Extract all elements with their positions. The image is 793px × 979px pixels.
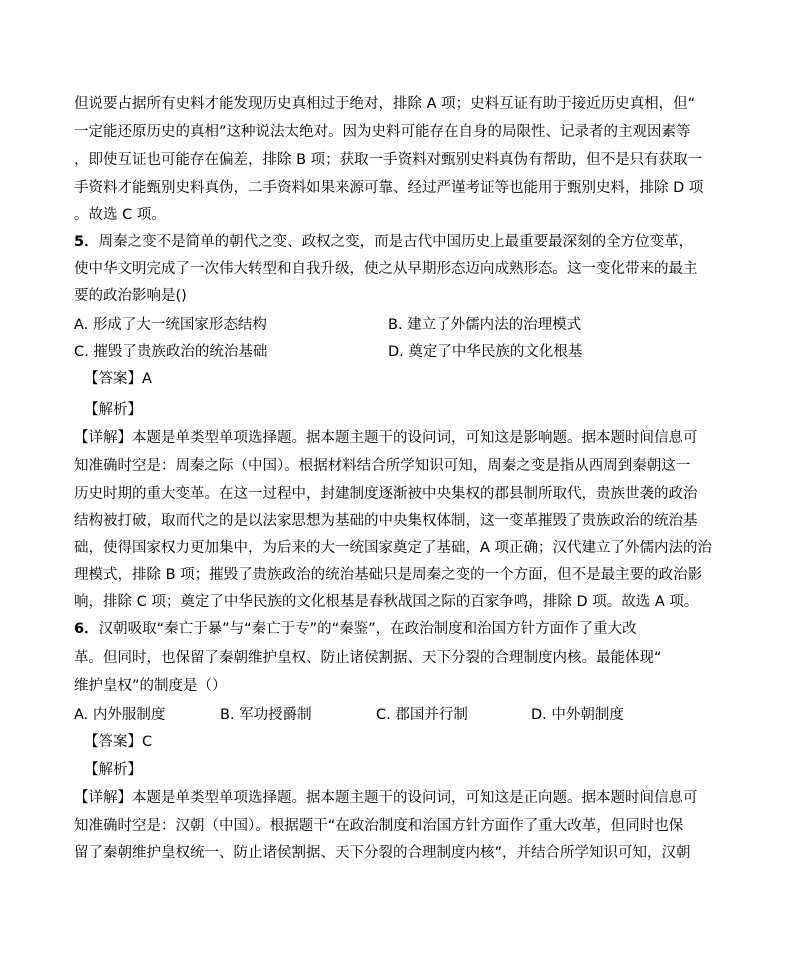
q6-stem-line-3: 维护皇权”的制度是（） [74, 678, 227, 694]
prev-analysis-line: 。故选 C 项。 [74, 207, 166, 223]
q5-detail-line: 理模式，排除 B 项；摧毁了贵族政治的统治基础只是周秦之变的一个方面，但不是最主要的政治影 [74, 567, 703, 583]
q5-answer: 【答案】A [84, 371, 152, 387]
q5-analysis-label: 【解析】 [84, 402, 142, 418]
prev-analysis-line: ，即使互证也可能存在偏差，排除 B 项；获取一手资料对甄别史料真伪有帮助，但不是只有获取一 [74, 152, 703, 168]
q6-analysis-label: 【解析】 [84, 762, 142, 778]
q5-detail-line: 础，使得国家权力更加集中，为后来的大一统国家奠定了基础，A 项正确；汉代建立了外儒内法的治 [74, 540, 713, 556]
q5-number: 5． [74, 234, 99, 250]
q5-detail-line: 知准确时空是：周秦之际（中国）。根据材料结合所学知识可知，周秦之变是指从西周到秦朝这一 [74, 458, 691, 474]
q5-option-b: B. 建立了外儒内法的治理模式 [388, 317, 582, 333]
q5-stem-line-2: 使中华文明完成了一次伟大转型和自我升级，使之从早期形态迈向成熟形态。这一变化带来的最主 [74, 261, 698, 277]
q6-stem-line-2: 革。但同时，也保留了秦朝维护皇权、防止诸侯割据、天下分裂的合理制度内核。最能体现“ [74, 650, 662, 666]
q6-option-d: D. 中外朝制度 [531, 707, 624, 723]
prev-analysis-line: 一定能还原历史的真相”这种说法太绝对。因为史料可能存在自身的局限性、记录者的主观因素等 [74, 124, 691, 140]
q5-option-d: D. 奠定了中华民族的文化根基 [388, 344, 583, 360]
q6-detail-line: 留了秦朝维护皇权统一、防止诸侯割据、天下分裂的合理制度内核”，并结合所学知识可知，汉朝 [74, 845, 691, 861]
q6-detail-line: 知准确时空是：汉朝（中国）。根据题干“在政治制度和治国方针方面作了重大改革，但同时也保 [74, 818, 684, 834]
q5-option-c: C. 摧毁了贵族政治的统治基础 [74, 344, 268, 360]
q5-detail-line: 响，排除 C 项；奠定了中华民族的文化根基是春秋战国之际的百家争鸣，排除 D 项。故选 A 项。 [74, 594, 699, 610]
q5-detail-line: 历史时期的重大变革。在这一过程中，封建制度逐渐被中央集权的郡县制所取代，贵族世袭的政治 [74, 486, 698, 502]
q6-stem-text: 汉朝吸取“秦亡于暴”与“秦亡于专”的“秦鉴”，在政治制度和治国方针方面作了重大改 [98, 621, 637, 637]
q6-option-c: C. 郡国并行制 [376, 707, 468, 723]
q6-stem-line-1 [74, 619, 637, 639]
q6-option-a: A. 内外服制度 [74, 707, 166, 723]
q6-number: 6． [74, 621, 99, 637]
q5-stem-line-1 [74, 232, 693, 252]
q5-stem-text: 周秦之变不是简单的朝代之变、政权之变，而是古代中国历史上最重要最深刻的全方位变革， [98, 234, 694, 250]
q6-detail-line: 【详解】本题是单类型单项选择题。据本题主题干的设问词，可知这是正向题。据本题时间信息可 [74, 790, 698, 806]
q5-detail-line: 【详解】本题是单类型单项选择题。据本题主题干的设问词，可知这是影响题。据本题时间信息可 [74, 430, 698, 446]
q5-stem-line-3: 要的政治影响是() [74, 288, 187, 304]
q5-option-a: A. 形成了大一统国家形态结构 [74, 317, 267, 333]
q6-option-b: B. 军功授爵制 [220, 707, 312, 723]
q5-detail-line: 结构被打破，取而代之的是以法家思想为基础的中央集权体制，这一变革摧毁了贵族政治的统治基 [74, 513, 698, 529]
prev-analysis-line: 但说要占据所有史料才能发现历史真相过于绝对，排除 A 项；史料互证有助于接近历史真相，但“ [74, 96, 696, 112]
q6-answer: 【答案】C [84, 734, 153, 750]
prev-analysis-line: 手资料才能甄别史料真伪，二手资料如果来源可靠、经过严谨考证等也能用于甄别史料，排除 D 项 [74, 180, 704, 196]
